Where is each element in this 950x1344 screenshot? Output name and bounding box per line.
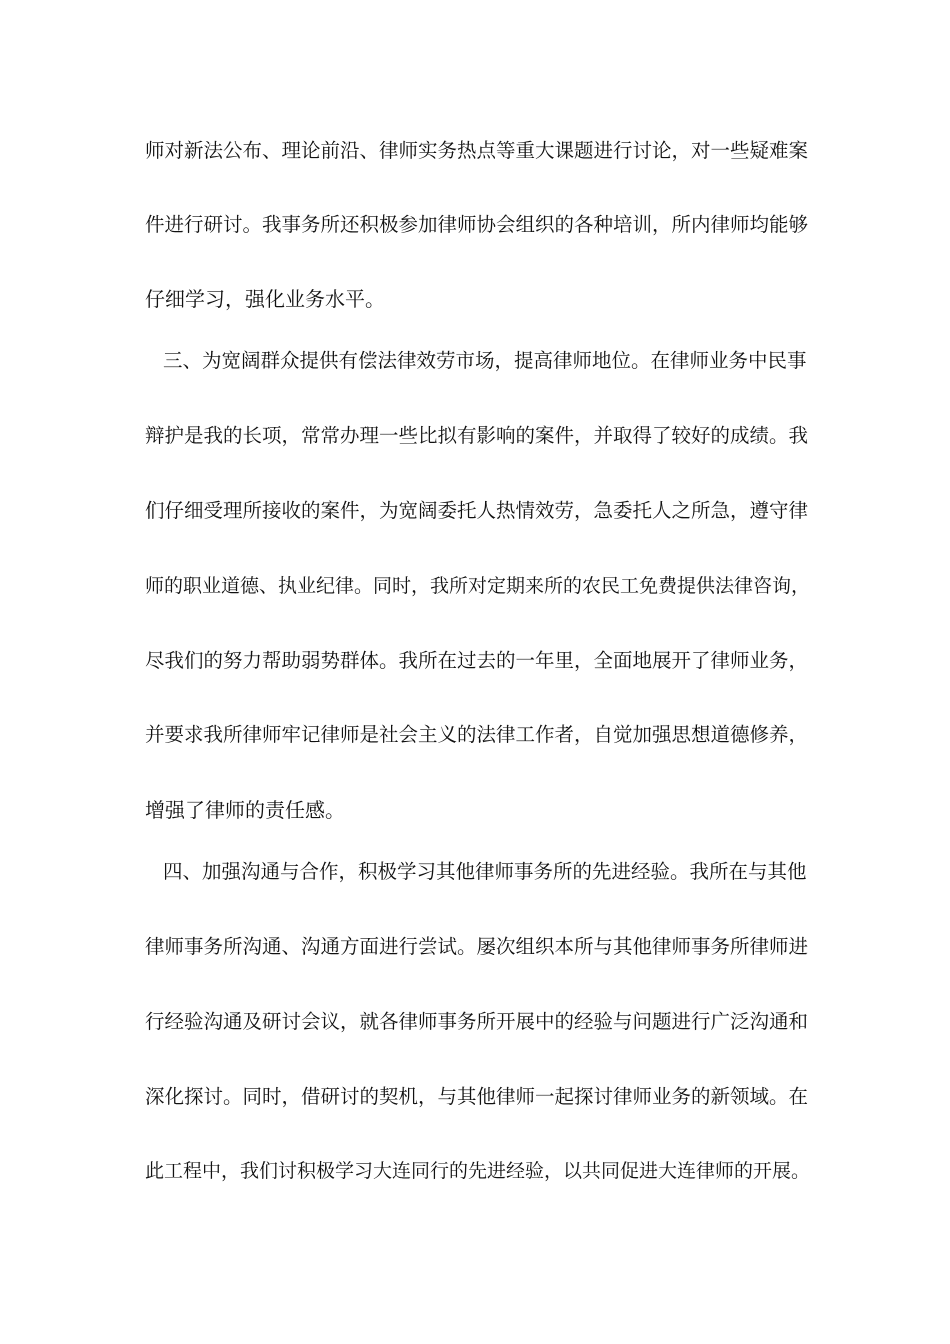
text-line-14: 深化探讨。同时，借研讨的契机，与其他律师一起探讨律师业务的新领域。在 bbox=[145, 1085, 809, 1108]
text-line-4: 三、为宽阔群众提供有偿法律效劳市场，提高律师地位。在律师业务中民事 bbox=[163, 349, 807, 372]
text-line-12: 律师事务所沟通、沟通方面进行尝试。屡次组织本所与其他律师事务所律师进 bbox=[145, 935, 809, 958]
text-line-5: 辩护是我的长项，常常办理一些比拟有影响的案件，并取得了较好的成绩。我 bbox=[145, 424, 809, 447]
text-line-11: 四、加强沟通与合作，积极学习其他律师事务所的先进经验。我所在与其他 bbox=[163, 860, 807, 883]
text-line-8: 尽我们的努力帮助弱势群体。我所在过去的一年里，全面地展开了律师业务， bbox=[145, 649, 809, 672]
text-line-2: 件进行研讨。我事务所还积极参加律师协会组织的各种培训，所内律师均能够 bbox=[145, 213, 809, 236]
text-line-7: 师的职业道德、执业纪律。同时，我所对定期来所的农民工免费提供法律咨询， bbox=[145, 575, 811, 597]
text-line-13: 行经验沟通及研讨会议，就各律师事务所开展中的经验与问题进行广泛沟通和 bbox=[145, 1010, 809, 1033]
text-line-3: 仔细学习，强化业务水平。 bbox=[145, 287, 385, 311]
text-line-10: 增强了律师的责任感。 bbox=[145, 798, 345, 822]
text-line-1: 师对新法公布、理论前沿、律师实务热点等重大课题进行讨论，对一些疑难案 bbox=[145, 139, 809, 162]
text-line-15: 此工程中，我们讨积极学习大连同行的先进经验，以共同促进大连律师的开展。 bbox=[145, 1160, 811, 1182]
text-line-9: 并要求我所律师牢记律师是社会主义的法律工作者，自觉加强思想道德修养， bbox=[145, 723, 809, 746]
text-line-6: 们仔细受理所接收的案件，为宽阔委托人热情效劳，急委托人之所急，遵守律 bbox=[145, 499, 809, 522]
